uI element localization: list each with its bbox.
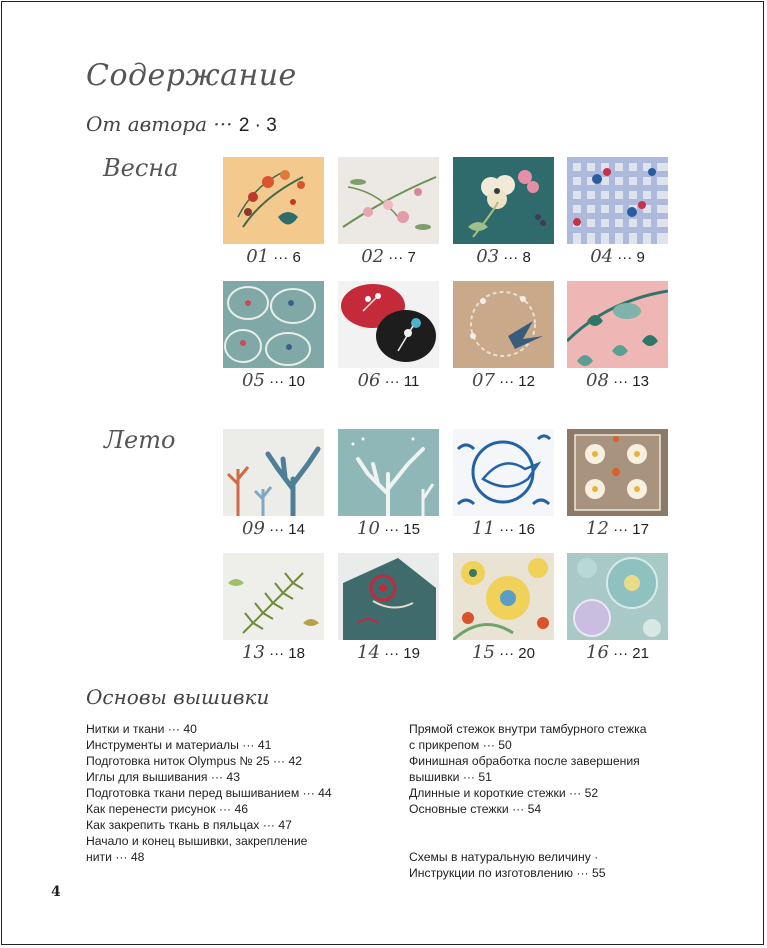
fern-icon xyxy=(223,553,324,640)
toc-entry[interactable]: Как закрепить ткань в пяльцах ··· 47 xyxy=(86,818,292,832)
coral-icon xyxy=(223,429,324,516)
thumbnail-12[interactable] xyxy=(567,429,668,516)
brooches-icon xyxy=(338,281,439,368)
toc-entry[interactable]: Инструменты и материалы ··· 41 xyxy=(86,738,272,752)
toc-entry[interactable]: Подготовка ткани перед вышиванием ··· 44 xyxy=(86,786,332,800)
basics-left-column xyxy=(86,721,332,865)
caption-02: 02 ··· 7 xyxy=(361,246,416,267)
bird-on-pink-icon xyxy=(567,281,668,368)
author-entry[interactable] xyxy=(86,112,277,137)
caption-14: 14 ··· 19 xyxy=(357,642,420,663)
author-sep: ··· xyxy=(213,112,233,136)
pastel-blooms-icon xyxy=(567,553,668,640)
page-title: Содержание xyxy=(86,58,297,93)
thumbnail-11[interactable] xyxy=(453,429,554,516)
toc-entry[interactable]: Иглы для вышивания ··· 43 xyxy=(86,770,240,784)
pink-blossom-icon xyxy=(338,157,439,244)
caption-11: 11 ··· 16 xyxy=(472,518,535,539)
thumbnail-14[interactable] xyxy=(338,553,439,640)
toc-entry[interactable]: Инструкции по изготовлению ··· 55 xyxy=(409,866,606,880)
toc-spacer xyxy=(409,833,647,849)
caption-04: 04 ··· 9 xyxy=(590,246,645,267)
author-pages: 2 · 3 xyxy=(238,115,277,136)
thumbnail-06[interactable] xyxy=(338,281,439,368)
pouch-icon xyxy=(338,553,439,640)
swallow-wreath-icon xyxy=(453,281,554,368)
caption-15: 15 ··· 20 xyxy=(472,642,535,663)
oval-frames-icon xyxy=(223,281,324,368)
toc-entry[interactable]: Прямой стежок внутри тамбурного стежка xyxy=(409,722,647,736)
daisy-tiles-icon xyxy=(567,429,668,516)
thumbnail-08[interactable] xyxy=(567,281,668,368)
toc-entry[interactable]: с прикрепом ··· 50 xyxy=(409,738,512,752)
caption-01: 01 ··· 6 xyxy=(246,246,301,267)
thumbnail-05[interactable] xyxy=(223,281,324,368)
toc-entry[interactable]: нити ··· 48 xyxy=(86,850,145,864)
caption-12: 12 ··· 17 xyxy=(586,518,649,539)
author-label: От автора xyxy=(86,112,208,136)
toc-spacer xyxy=(409,817,647,833)
thumbnail-09[interactable] xyxy=(223,429,324,516)
pansy-icon xyxy=(453,157,554,244)
section-spring: Весна xyxy=(103,154,179,182)
basics-heading: Основы вышивки xyxy=(86,685,270,709)
caption-10: 10 ··· 15 xyxy=(357,518,420,539)
caption-07: 07 ··· 12 xyxy=(472,370,535,391)
caption-05: 05 ··· 10 xyxy=(242,370,305,391)
toc-entry[interactable]: Основные стежки ··· 54 xyxy=(409,802,542,816)
caption-16: 16 ··· 21 xyxy=(586,642,649,663)
basics-right-column xyxy=(409,721,647,881)
page-number: 4 xyxy=(51,884,61,900)
toc-entry[interactable]: Нитки и ткани ··· 40 xyxy=(86,722,197,736)
toc-entry[interactable]: Начало и конец вышивки, закрепление xyxy=(86,834,308,848)
caption-06: 06 ··· 11 xyxy=(357,370,420,391)
thumbnail-07[interactable] xyxy=(453,281,554,368)
floral-wreath-icon xyxy=(223,157,324,244)
section-summer: Лето xyxy=(104,426,176,454)
thumbnail-16[interactable] xyxy=(567,553,668,640)
caption-03: 03 ··· 8 xyxy=(476,246,531,267)
toc-entry[interactable]: Как перенести рисунок ··· 46 xyxy=(86,802,249,816)
thumbnail-13[interactable] xyxy=(223,553,324,640)
yellow-blooms-icon xyxy=(453,553,554,640)
thumbnail-04[interactable] xyxy=(567,157,668,244)
blue-bird-icon xyxy=(453,429,554,516)
white-coral-icon xyxy=(338,429,439,516)
thumbnail-01[interactable] xyxy=(223,157,324,244)
caption-09: 09 ··· 14 xyxy=(242,518,305,539)
toc-entry[interactable]: Подготовка ниток Olympus № 25 ··· 42 xyxy=(86,754,302,768)
gingham-flowers-icon xyxy=(567,157,668,244)
thumbnail-02[interactable] xyxy=(338,157,439,244)
toc-entry[interactable]: Финишная обработка после завершения xyxy=(409,754,640,768)
thumbnail-15[interactable] xyxy=(453,553,554,640)
toc-entry[interactable]: Схемы в натуральную величину · xyxy=(409,850,599,864)
thumbnail-03[interactable] xyxy=(453,157,554,244)
toc-entry[interactable]: Длинные и короткие стежки ··· 52 xyxy=(409,786,599,800)
toc-entry[interactable]: вышивки ··· 51 xyxy=(409,770,492,784)
thumbnail-10[interactable] xyxy=(338,429,439,516)
caption-08: 08 ··· 13 xyxy=(586,370,649,391)
caption-13: 13 ··· 18 xyxy=(242,642,305,663)
